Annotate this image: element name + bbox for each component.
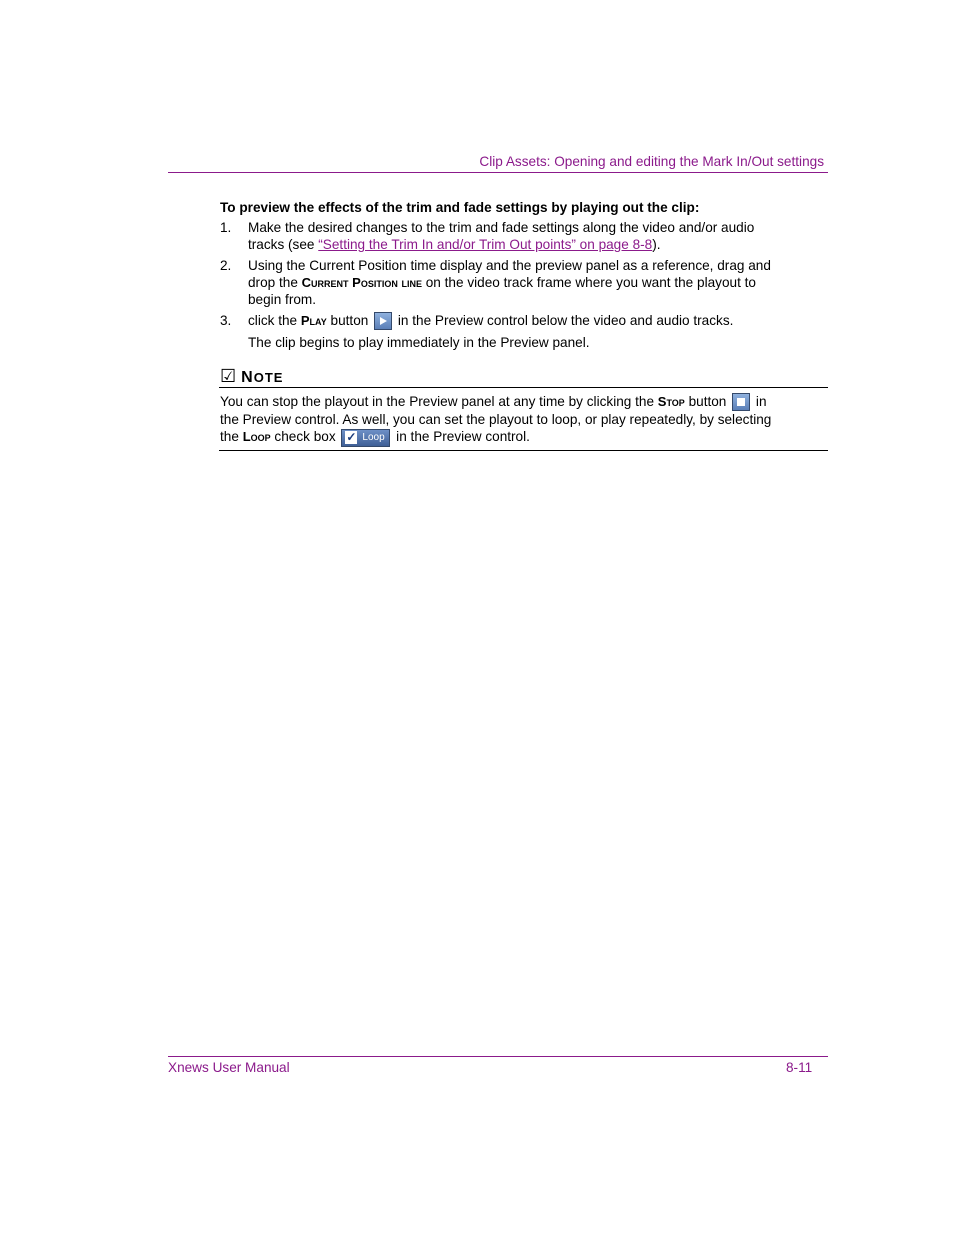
step-1 [220,219,780,253]
step-number: 1. [220,220,232,235]
stop-icon [732,393,750,411]
step-number: 3. [220,313,232,328]
step-text: button [326,313,373,328]
checkbox-checked-icon: ✓ [346,429,357,444]
note-title-initial: N [241,369,254,386]
step-text: ). [652,237,661,252]
ui-term: Loop [242,429,271,445]
note-text: button [684,394,731,409]
note-title-rest: OTE [253,370,284,385]
note-text: You can stop the playout in the Preview panel at any time by clicking the [220,394,658,409]
note-text: in the Preview control. As well, you can set the playout to loop, or play repeatedly, by selecting the [220,394,772,445]
step-number: 2. [220,258,232,273]
procedure-heading: To preview the effects of the trim and fade settings by playing out the clip: [220,200,700,215]
note-text: check box [270,429,340,445]
ui-term: Current Position line [301,275,422,290]
cross-reference-link[interactable]: “Setting the Trim In and/or Trim Out points” on page 8-8 [318,237,653,252]
footer-manual-title: Xnews User Manual [168,1060,290,1075]
page-number: 8-11 [786,1060,813,1075]
ui-term: Play [300,313,327,328]
ui-term: Stop [657,394,685,409]
play-icon [374,312,392,330]
step-text: Using the Current Position time display and the preview panel as a reference, drag and drop the [248,258,771,290]
note-heading [220,366,283,387]
step-text: click the [248,313,301,328]
loop-checkbox-image [341,429,390,447]
procedure [220,199,780,355]
step-text: Make the desired changes to the trim and fade settings along the video and/or audio tracks (see [248,220,755,252]
checkbox-note-icon: ☑ [220,366,238,386]
footer-rule [168,1056,828,1057]
note-bottom-rule [219,450,828,451]
step-text: in the Preview control below the video and audio tracks. [394,313,734,328]
step-text: on the video track frame where you want the playout to begin from. [248,275,756,307]
step-3 [220,312,780,351]
note-top-rule [219,387,828,388]
step-result: The clip begins to play immediately in the Preview panel. [248,335,590,351]
loop-label: Loop [362,431,385,443]
running-header: Clip Assets: Opening and editing the Mark In/Out settings [479,154,824,169]
header-rule [168,172,828,173]
step-2 [220,257,780,308]
note-text: in the Preview control. [392,429,530,445]
note-body [220,393,780,447]
